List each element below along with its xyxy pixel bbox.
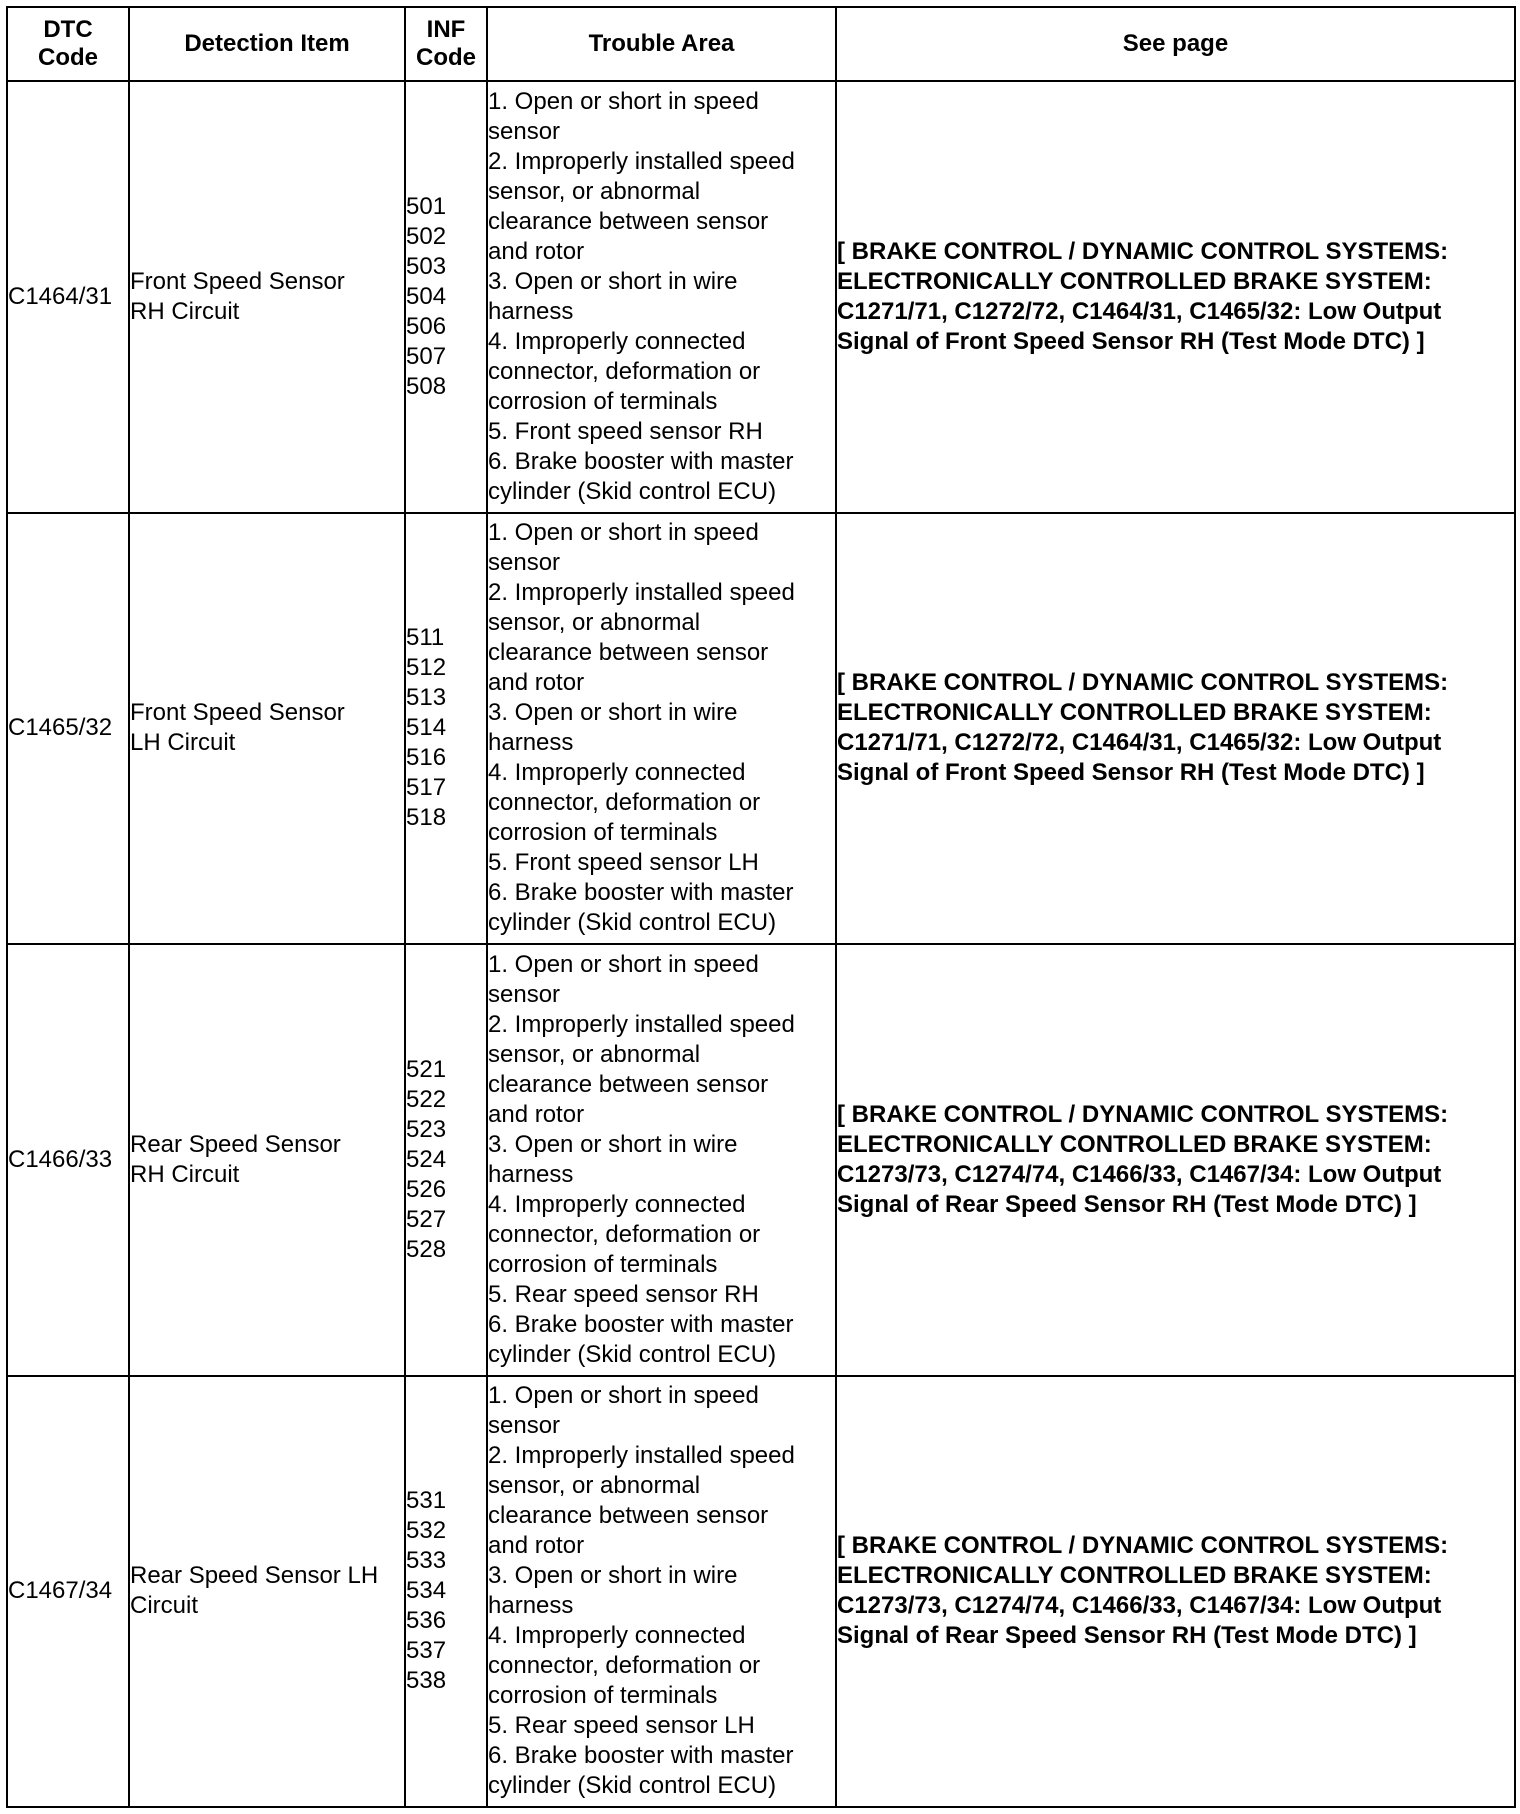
inf-code: 512 — [406, 654, 447, 682]
trouble-area-line: corrosion of terminals — [488, 387, 718, 415]
trouble-area-line: corrosion of terminals — [488, 1250, 718, 1278]
trouble-area-line: sensor — [488, 117, 561, 145]
trouble-area-line: 2. Improperly installed speed — [488, 579, 795, 607]
trouble-area-line: harness — [488, 1160, 574, 1188]
trouble-area-line: harness — [488, 297, 574, 325]
trouble-area-line: 1. Open or short in speed — [488, 950, 759, 978]
trouble-area-cell — [487, 1376, 836, 1808]
inf-code-cell — [405, 513, 487, 945]
trouble-area-line: 4. Improperly connected — [488, 327, 746, 355]
trouble-area-line: harness — [488, 729, 574, 757]
header-text-line: Code — [38, 44, 98, 71]
inf-code: 506 — [406, 312, 447, 340]
see-page-reference — [836, 513, 1515, 945]
header-text-line: Code — [416, 44, 476, 71]
see-page-line: Signal of Front Speed Sensor RH (Test Mode DTC) ] — [837, 327, 1425, 355]
inf-code: 507 — [406, 342, 447, 370]
header-text-line: INF — [426, 16, 466, 43]
see-page-line: [ BRAKE CONTROL / DYNAMIC CONTROL SYSTEMS: — [837, 237, 1449, 265]
detection-item-line: RH Circuit — [130, 297, 240, 325]
inf-code-cell — [405, 81, 487, 513]
trouble-area-line: corrosion of terminals — [488, 819, 718, 847]
trouble-area-line: sensor, or abnormal — [488, 177, 701, 205]
header-dtc-code — [7, 7, 129, 81]
see-page-line: [ BRAKE CONTROL / DYNAMIC CONTROL SYSTEMS: — [837, 669, 1449, 697]
trouble-area-cell — [487, 513, 836, 945]
inf-code: 523 — [406, 1115, 447, 1143]
trouble-area-line: and rotor — [488, 669, 585, 697]
see-page-line: Signal of Front Speed Sensor RH (Test Mode DTC) ] — [837, 759, 1425, 787]
trouble-area-line: 1. Open or short in speed — [488, 87, 759, 115]
header-inf-code — [405, 7, 487, 81]
see-page-reference — [836, 1376, 1515, 1808]
trouble-area-line: sensor — [488, 549, 561, 577]
trouble-area-line: connector, deformation or — [488, 1652, 761, 1680]
trouble-area-line: clearance between sensor — [488, 639, 769, 667]
inf-code: 511 — [406, 624, 445, 652]
inf-code: 516 — [406, 744, 447, 772]
inf-code: 521 — [406, 1055, 447, 1083]
table-row — [7, 81, 1515, 513]
trouble-area-line: sensor, or abnormal — [488, 1472, 701, 1500]
trouble-area-line: 4. Improperly connected — [488, 759, 746, 787]
trouble-area-line: and rotor — [488, 1532, 585, 1560]
table-row — [7, 1376, 1515, 1808]
header-text-line: DTC — [43, 16, 93, 43]
inf-code: 518 — [406, 804, 447, 832]
detection-item-line: Rear Speed Sensor — [130, 1130, 341, 1158]
see-page-line: C1273/73, C1274/74, C1466/33, C1467/34: Low Output — [837, 1592, 1442, 1620]
inf-code: 517 — [406, 774, 447, 802]
inf-code: 533 — [406, 1547, 447, 1575]
inf-code: 534 — [406, 1577, 447, 1605]
see-page-line: C1271/71, C1272/72, C1464/31, C1465/32: Low Output — [837, 297, 1442, 325]
trouble-area-line: cylinder (Skid control ECU) — [488, 1772, 777, 1800]
dtc-code-cell: C1464/31 — [7, 81, 129, 513]
header-trouble-area — [487, 7, 836, 81]
detection-item-cell — [129, 513, 405, 945]
trouble-area-line: 6. Brake booster with master — [488, 447, 794, 475]
see-page-line: ELECTRONICALLY CONTROLLED BRAKE SYSTEM: — [837, 267, 1432, 295]
trouble-area-line: 6. Brake booster with master — [488, 1310, 794, 1338]
dtc-code-cell: C1465/32 — [7, 513, 129, 945]
trouble-area-line: 4. Improperly connected — [488, 1190, 746, 1218]
detection-item-cell — [129, 81, 405, 513]
trouble-area-line: 3. Open or short in wire — [488, 267, 738, 295]
header-row — [7, 7, 1515, 81]
trouble-area-line: harness — [488, 1592, 574, 1620]
trouble-area-line: clearance between sensor — [488, 1502, 769, 1530]
dtc-table — [6, 6, 1516, 1808]
see-page-reference — [836, 81, 1515, 513]
trouble-area-line: connector, deformation or — [488, 789, 761, 817]
header-text-line: Trouble Area — [588, 30, 735, 57]
see-page-line: C1271/71, C1272/72, C1464/31, C1465/32: Low Output — [837, 729, 1442, 757]
trouble-area-line: cylinder (Skid control ECU) — [488, 909, 777, 937]
inf-code: 527 — [406, 1205, 447, 1233]
table-header — [7, 7, 1515, 81]
trouble-area-line: cylinder (Skid control ECU) — [488, 477, 777, 505]
detection-item-cell — [129, 1376, 405, 1808]
see-page-line: ELECTRONICALLY CONTROLLED BRAKE SYSTEM: — [837, 699, 1432, 727]
inf-code: 502 — [406, 222, 447, 250]
see-page-line: Signal of Rear Speed Sensor RH (Test Mode DTC) ] — [837, 1190, 1417, 1218]
trouble-area-line: sensor, or abnormal — [488, 1040, 701, 1068]
trouble-area-line: clearance between sensor — [488, 207, 769, 235]
trouble-area-line: 1. Open or short in speed — [488, 519, 759, 547]
trouble-area-line: sensor — [488, 980, 561, 1008]
inf-code: 504 — [406, 282, 447, 310]
see-page-line: [ BRAKE CONTROL / DYNAMIC CONTROL SYSTEMS: — [837, 1100, 1449, 1128]
see-page-line: [ BRAKE CONTROL / DYNAMIC CONTROL SYSTEMS: — [837, 1532, 1449, 1560]
detection-item-line: Circuit — [130, 1592, 199, 1620]
dtc-code-cell: C1466/33 — [7, 944, 129, 1376]
trouble-area-line: sensor, or abnormal — [488, 609, 701, 637]
table-row — [7, 513, 1515, 945]
inf-code: 537 — [406, 1637, 447, 1665]
header-detection-item — [129, 7, 405, 81]
inf-code: 503 — [406, 252, 447, 280]
trouble-area-line: 2. Improperly installed speed — [488, 1010, 795, 1038]
see-page-line: C1273/73, C1274/74, C1466/33, C1467/34: Low Output — [837, 1160, 1442, 1188]
inf-code: 536 — [406, 1607, 447, 1635]
dtc-code-cell: C1467/34 — [7, 1376, 129, 1808]
inf-code: 532 — [406, 1517, 447, 1545]
trouble-area-line: sensor — [488, 1412, 561, 1440]
detection-item-line: Front Speed Sensor — [130, 699, 345, 727]
header-see-page — [836, 7, 1515, 81]
trouble-area-cell — [487, 944, 836, 1376]
trouble-area-line: clearance between sensor — [488, 1070, 769, 1098]
inf-code: 524 — [406, 1145, 447, 1173]
trouble-area-line: 2. Improperly installed speed — [488, 1442, 795, 1470]
trouble-area-line: 6. Brake booster with master — [488, 1742, 794, 1770]
inf-code: 528 — [406, 1235, 447, 1263]
trouble-area-line: 3. Open or short in wire — [488, 1130, 738, 1158]
inf-code: 531 — [406, 1487, 447, 1515]
detection-item-line: Front Speed Sensor — [130, 267, 345, 295]
inf-code: 538 — [406, 1667, 447, 1695]
trouble-area-line: cylinder (Skid control ECU) — [488, 1340, 777, 1368]
see-page-line: ELECTRONICALLY CONTROLLED BRAKE SYSTEM: — [837, 1562, 1432, 1590]
header-text-line: Detection Item — [184, 30, 350, 57]
trouble-area-line: 5. Rear speed sensor LH — [488, 1712, 755, 1740]
detection-item-line: Rear Speed Sensor LH — [130, 1562, 379, 1590]
table-row — [7, 944, 1515, 1376]
trouble-area-line: 3. Open or short in wire — [488, 1562, 738, 1590]
trouble-area-line: 5. Rear speed sensor RH — [488, 1280, 759, 1308]
trouble-area-cell — [487, 81, 836, 513]
see-page-line: Signal of Rear Speed Sensor RH (Test Mode DTC) ] — [837, 1622, 1417, 1650]
inf-code: 501 — [406, 192, 447, 220]
trouble-area-line: connector, deformation or — [488, 1220, 761, 1248]
trouble-area-line: connector, deformation or — [488, 357, 761, 385]
table-body — [7, 81, 1515, 1807]
trouble-area-line: and rotor — [488, 1100, 585, 1128]
trouble-area-line: corrosion of terminals — [488, 1682, 718, 1710]
trouble-area-line: 5. Front speed sensor LH — [488, 849, 759, 877]
inf-code: 526 — [406, 1175, 447, 1203]
detection-item-cell — [129, 944, 405, 1376]
header-text-line: See page — [1122, 30, 1229, 57]
trouble-area-line: and rotor — [488, 237, 585, 265]
trouble-area-line: 4. Improperly connected — [488, 1622, 746, 1650]
inf-code: 513 — [406, 684, 447, 712]
see-page-line: ELECTRONICALLY CONTROLLED BRAKE SYSTEM: — [837, 1130, 1432, 1158]
inf-code: 514 — [406, 714, 447, 742]
see-page-reference — [836, 944, 1515, 1376]
inf-code-cell — [405, 1376, 487, 1808]
trouble-area-line: 5. Front speed sensor RH — [488, 417, 763, 445]
detection-item-line: LH Circuit — [130, 729, 236, 757]
inf-code: 508 — [406, 372, 447, 400]
trouble-area-line: 6. Brake booster with master — [488, 879, 794, 907]
trouble-area-line: 3. Open or short in wire — [488, 699, 738, 727]
inf-code: 522 — [406, 1085, 447, 1113]
trouble-area-line: 2. Improperly installed speed — [488, 147, 795, 175]
inf-code-cell — [405, 944, 487, 1376]
trouble-area-line: 1. Open or short in speed — [488, 1382, 759, 1410]
detection-item-line: RH Circuit — [130, 1160, 240, 1188]
